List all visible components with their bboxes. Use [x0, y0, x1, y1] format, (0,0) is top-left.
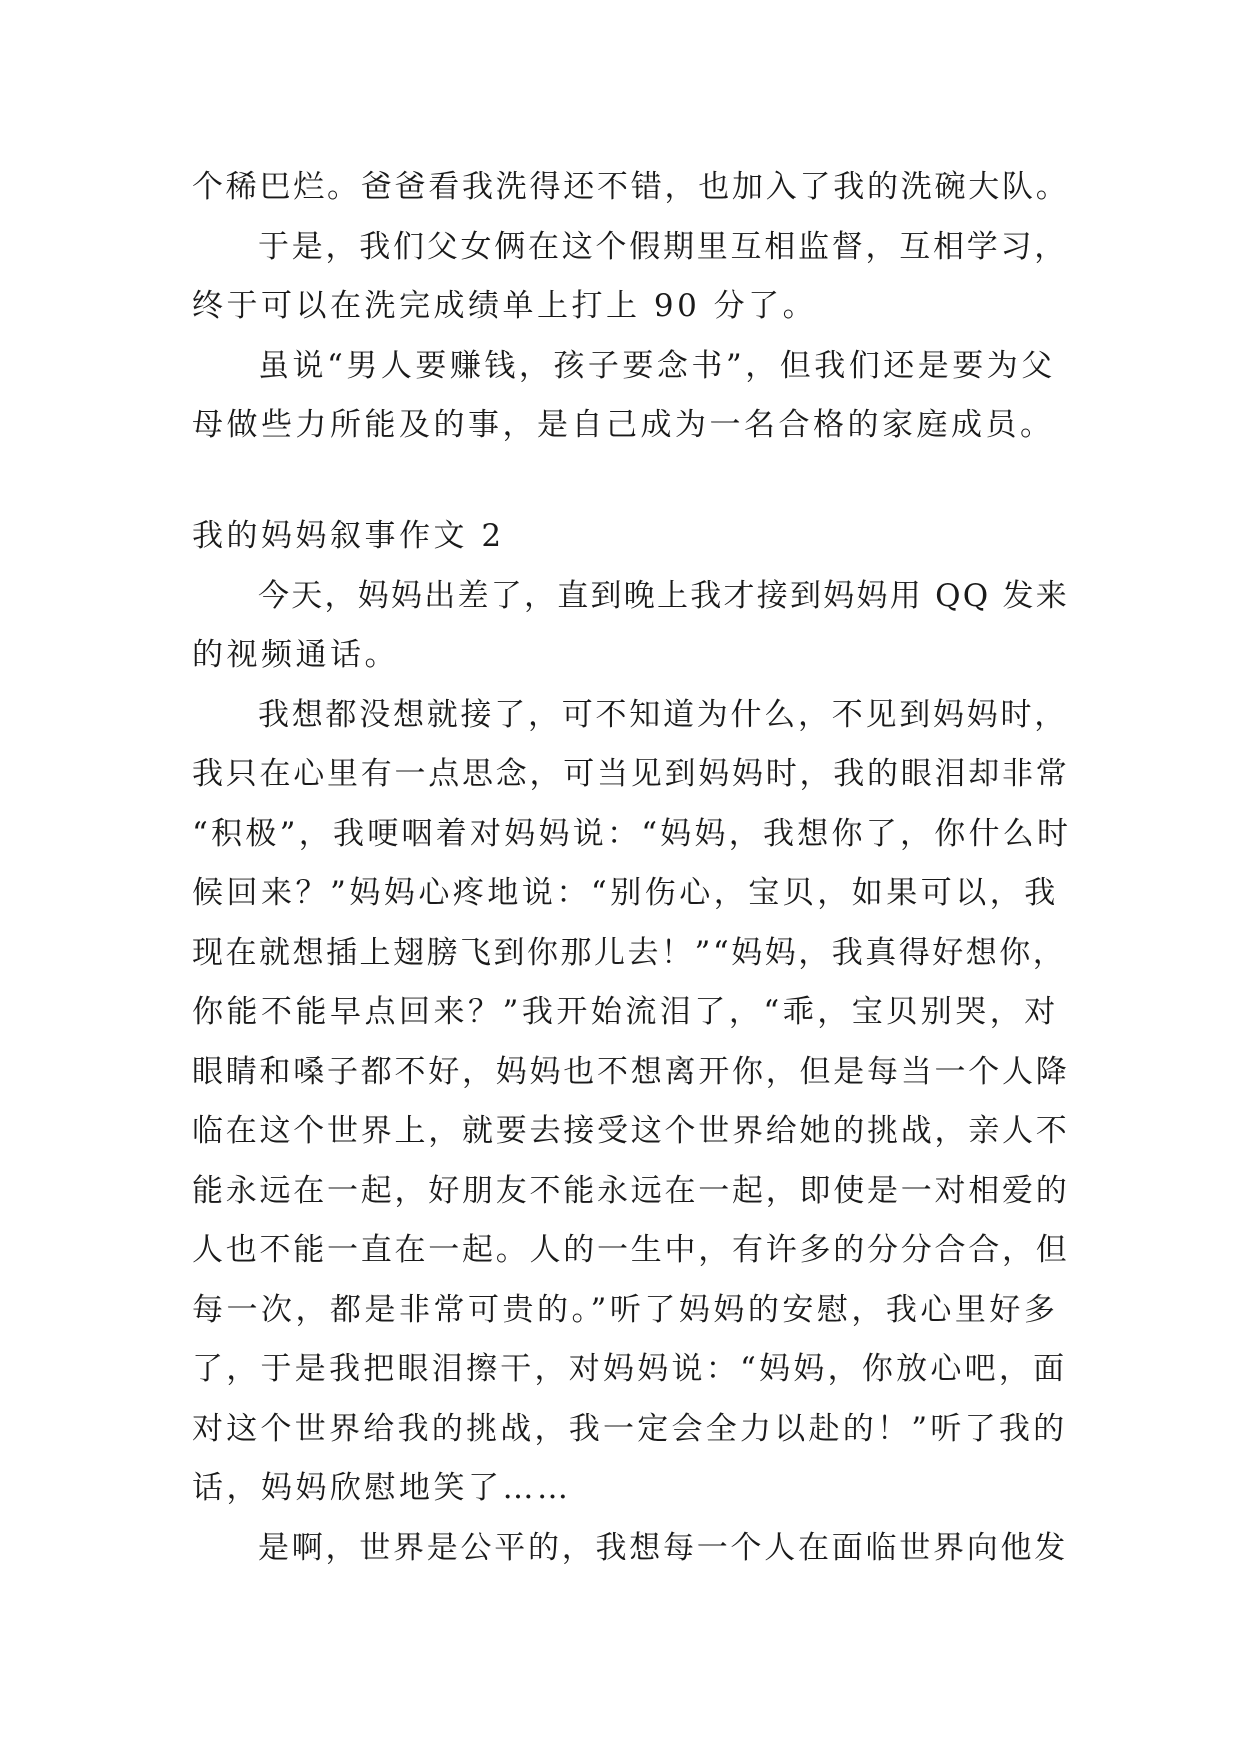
body-text-line: 的视频通话。	[192, 637, 399, 673]
body-text-line: 临在这个世界上，就要去接受这个世界给她的挑战，亲人不	[192, 1113, 1070, 1149]
body-text-line: 你能不能早点回来？”我开始流泪了，“乖，宝贝别哭，对	[192, 994, 1059, 1030]
body-text-line: 人也不能一直在一起。人的一生中，有许多的分分合合，但	[192, 1232, 1070, 1268]
section-heading: 我的妈妈叙事作文 2	[192, 518, 505, 554]
body-text-line: 每一次，都是非常可贵的。”听了妈妈的安慰，我心里好多	[192, 1292, 1059, 1328]
body-text-line: 能永远在一起，好朋友不能永远在一起，即使是一对相爱的	[192, 1173, 1070, 1209]
body-text-line: 母做些力所能及的事，是自己成为一名合格的家庭成员。	[192, 407, 1055, 443]
body-text-line: 对这个世界给我的挑战，我一定会全力以赴的！”听了我的	[192, 1411, 1068, 1447]
body-text-line: “积极”，我哽咽着对妈妈说：“妈妈，我想你了，你什么时	[192, 816, 1072, 852]
paragraph-first-line: 虽说“男人要赚钱，孩子要念书”，但我们还是要为父	[258, 348, 1056, 384]
body-text-line: 眼睛和嗓子都不好，妈妈也不想离开你，但是每当一个人降	[192, 1054, 1070, 1090]
paragraph-first-line: 我想都没想就接了，可不知道为什么，不见到妈妈时，	[258, 697, 1068, 733]
body-text-line: 候回来？”妈妈心疼地说：“别伤心，宝贝，如果可以，我	[192, 875, 1059, 911]
body-text-line: 个稀巴烂。爸爸看我洗得还不错，也加入了我的洗碗大队。	[192, 169, 1070, 205]
body-text-line: 终于可以在洗完成绩单上打上 90 分了。	[192, 288, 818, 324]
body-text-line: 我只在心里有一点思念，可当见到妈妈时，我的眼泪却非常	[192, 756, 1070, 792]
paragraph-first-line: 是啊，世界是公平的，我想每一个人在面临世界向他发	[258, 1530, 1068, 1566]
body-text-line: 话，妈妈欣慰地笑了……	[192, 1470, 572, 1506]
paragraph-first-line: 今天，妈妈出差了，直到晚上我才接到妈妈用 QQ 发来	[258, 578, 1070, 614]
body-text-line: 了，于是我把眼泪擦干，对妈妈说：“妈妈，你放心吧，面	[192, 1351, 1068, 1387]
paragraph-first-line: 于是，我们父女俩在这个假期里互相监督，互相学习，	[258, 229, 1068, 265]
body-text-line: 现在就想插上翅膀飞到你那儿去！”“妈妈，我真得好想你，	[192, 935, 1067, 971]
